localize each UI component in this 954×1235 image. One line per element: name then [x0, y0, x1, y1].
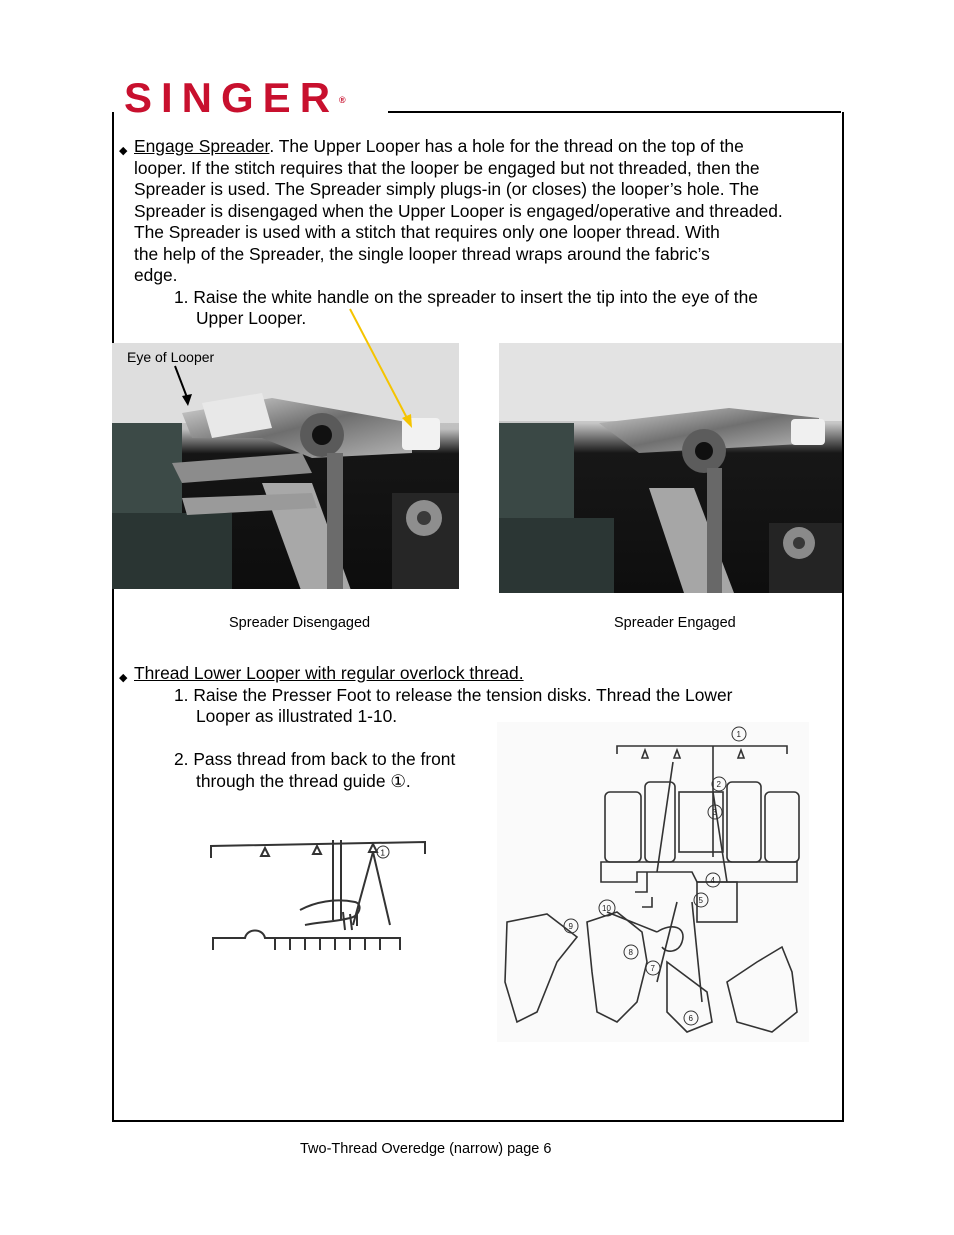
callout-4-text: 4	[710, 876, 715, 885]
callout-7-text: 7	[650, 964, 655, 973]
section2-step1-line1: 1. Raise the Presser Foot to release the tension disks. Thread the Lower	[174, 685, 733, 705]
caption-spreader-disengaged: Spreader Disengaged	[229, 615, 371, 631]
handle-arrowhead-icon	[402, 414, 412, 428]
section1-line-4: Spreader is disengaged when the Upper Looper is engaged/operative and threaded.	[134, 201, 783, 221]
handle-arrow-icon	[350, 309, 408, 420]
section2-step2-line1: 2. Pass thread from back to the front	[174, 749, 456, 769]
eye-of-looper-label: Eye of Looper	[127, 349, 215, 365]
callout-3-text: 3	[712, 808, 717, 817]
callout-8-text: 8	[628, 948, 633, 957]
logo-text: SINGER	[124, 74, 340, 121]
section2-title: Thread Lower Looper with regular overlock thread.	[134, 663, 524, 683]
callout-1-text: 1	[736, 730, 741, 739]
registered-mark: ®	[339, 95, 346, 105]
section1-line-2: looper. If the stitch requires that the looper be engaged but not threaded, then the	[134, 158, 760, 178]
eye-of-looper-arrow-icon	[175, 366, 188, 400]
thread-guide-diagram	[205, 830, 430, 955]
callout-5-text: 5	[698, 896, 703, 905]
section2-step2-line2: through the thread guide ①.	[196, 771, 411, 791]
callout-6-text: 6	[688, 1014, 693, 1023]
small-diagram-callout: 1	[380, 848, 385, 858]
page-footer: Two-Thread Overedge (narrow) page 6	[300, 1141, 552, 1157]
section1-line-6: the help of the Spreader, the single looper thread wraps around the fabric’s	[134, 244, 710, 264]
section1-line-7: edge.	[134, 265, 178, 285]
section1-step1-line1: 1. Raise the white handle on the spreader to insert the tip into the eye of the	[174, 287, 758, 307]
section2-step1-line2: Looper as illustrated 1-10.	[196, 706, 398, 726]
eye-of-looper-arrowhead-icon	[182, 394, 192, 406]
callout-2-text: 2	[716, 780, 721, 789]
section1-title: Engage Spreader	[134, 136, 270, 156]
lower-looper-threading-diagram	[497, 722, 809, 1042]
bullet-icon: ◆	[119, 672, 128, 684]
section1-line-3: Spreader is used. The Spreader simply plugs-in (or closes) the looper’s hole. The	[134, 179, 760, 199]
section1-step1-line2: Upper Looper.	[196, 308, 307, 328]
section1-line-1-rest: . The Upper Looper has a hole for the thread on the top of the	[269, 136, 744, 156]
caption-spreader-engaged: Spreader Engaged	[614, 615, 736, 631]
bullet-icon: ◆	[119, 145, 128, 157]
callout-10-text: 10	[602, 904, 611, 913]
section1-line-5: The Spreader is used with a stitch that requires only one looper thread. With	[134, 222, 720, 242]
callout-9-text: 9	[568, 922, 573, 931]
